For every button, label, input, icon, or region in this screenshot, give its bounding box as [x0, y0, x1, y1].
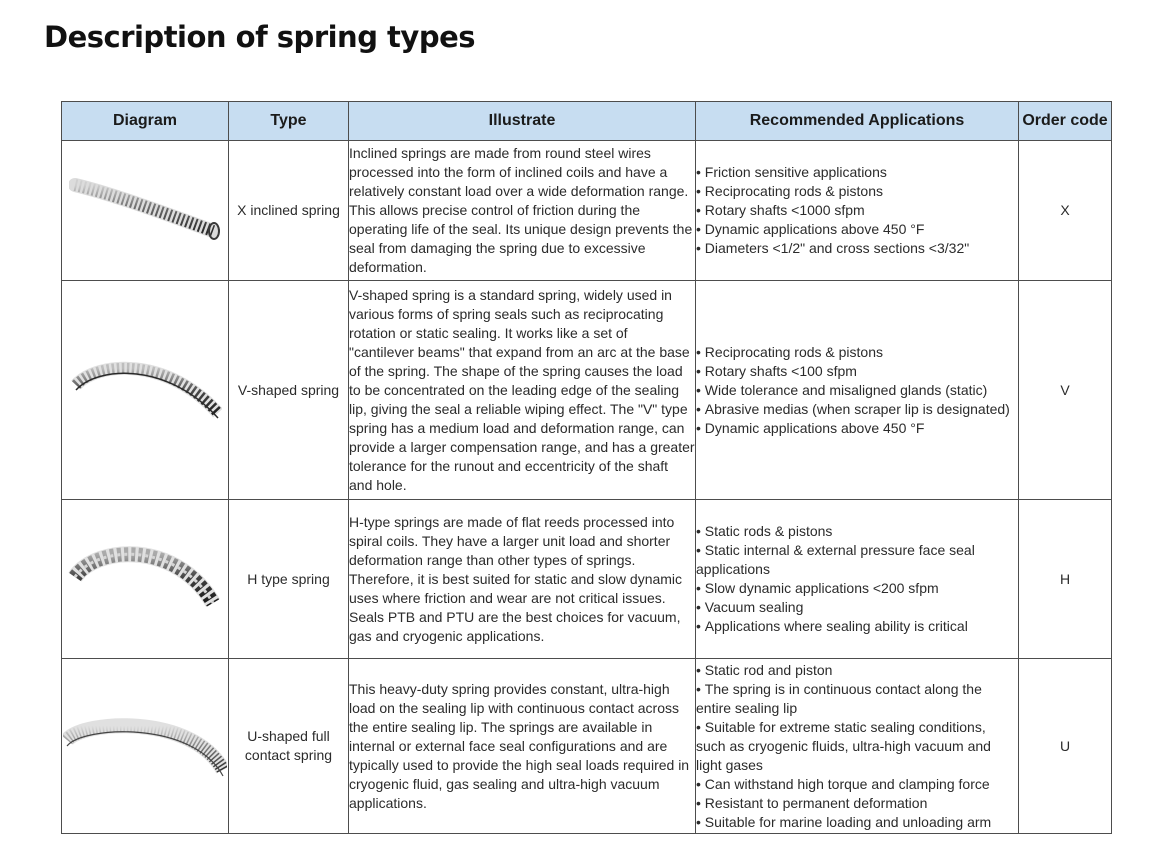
type-cell: X inclined spring	[229, 141, 349, 281]
list-item: • Static internal & external pressure face seal applications	[696, 541, 1018, 579]
table-row	[62, 659, 1112, 834]
list-item: • Reciprocating rods & pistons	[696, 182, 1018, 201]
header-diagram: Diagram	[62, 102, 229, 141]
header-order-code: Order code	[1019, 102, 1112, 141]
list-item: • Diameters <1/2" and cross sections <3/32"	[696, 239, 1018, 258]
type-cell: H type spring	[229, 500, 349, 659]
diagram-cell	[62, 141, 229, 281]
applications-list	[696, 343, 1018, 438]
illustrate-cell: Inclined springs are made from round steel wires processed into the form of inclined coils and have a relatively constant load over a wide deformation range. This allows precise control of friction during the operating life of the seal. Its unique design prevents the seal from damaging the spring due to excessive deformation.	[349, 141, 696, 281]
applications-cell	[696, 281, 1019, 500]
list-item: • Friction sensitive applications	[696, 163, 1018, 182]
header-applications: Recommended Applications	[696, 102, 1019, 141]
list-item: • Vacuum sealing	[696, 598, 1018, 617]
page-title: Description of spring types	[44, 20, 476, 54]
type-cell: V-shaped spring	[229, 281, 349, 500]
illustrate-cell: V-shaped spring is a standard spring, widely used in various forms of spring seals such as reciprocating rotation or static sealing. It works like a set of "cantilever beams" that expand from an arc at the base of the spring. The shape of the spring causes the load to be concentrated on the leading edge of the sealing lip, giving the seal a reliable wiping effect. The "V" type spring has a medium load and deformation range, can provide a larger compensation range, and has a greater tolerance for the runout and eccentricity of the shaft and hole.	[349, 281, 696, 500]
list-item: • Rotary shafts <100 sfpm	[696, 362, 1018, 381]
list-item: • Dynamic applications above 450 °F	[696, 220, 1018, 239]
applications-cell	[696, 141, 1019, 281]
order-code-cell: U	[1019, 659, 1112, 834]
diagram-cell	[62, 659, 229, 834]
list-item: • Applications where sealing ability is critical	[696, 617, 1018, 636]
list-item: • Can withstand high torque and clamping force	[696, 775, 1018, 794]
header-type: Type	[229, 102, 349, 141]
illustrate-cell: This heavy-duty spring provides constant, ultra-high load on the sealing lip with continuous contact across the entire sealing lip. The springs are available in internal or external face seal configurations and are typically used to provide the high seal loads required in cryogenic fluid, gas sealing and ultra-high vacuum applications.	[349, 659, 696, 834]
table-header-row	[62, 102, 1112, 141]
diagram-cell	[62, 500, 229, 659]
list-item: • Static rod and piston	[696, 661, 1018, 680]
list-item: • Static rods & pistons	[696, 522, 1018, 541]
order-code-cell: V	[1019, 281, 1112, 500]
applications-list	[696, 661, 1018, 832]
type-cell: U-shaped full contact spring	[229, 659, 349, 834]
order-code-cell: H	[1019, 500, 1112, 659]
v-shaped-spring-icon	[68, 355, 222, 425]
list-item: • Rotary shafts <1000 sfpm	[696, 201, 1018, 220]
list-item: • Suitable for extreme static sealing conditions, such as cryogenic fluids, ultra-high vacuum and light gases	[696, 718, 1018, 775]
applications-list	[696, 522, 1018, 636]
list-item: • The spring is in continuous contact along the entire sealing lip	[696, 680, 1018, 718]
order-code-cell: X	[1019, 141, 1112, 281]
header-illustrate: Illustrate	[349, 102, 696, 141]
table-row	[62, 141, 1112, 281]
inclined-coil-spring-icon	[69, 175, 221, 247]
list-item: • Reciprocating rods & pistons	[696, 343, 1018, 362]
list-item: • Dynamic applications above 450 °F	[696, 419, 1018, 438]
table-row	[62, 281, 1112, 500]
list-item: • Abrasive medias (when scraper lip is designated)	[696, 400, 1018, 419]
applications-cell	[696, 500, 1019, 659]
h-type-spring-icon	[67, 541, 223, 617]
u-shaped-spring-icon	[63, 714, 227, 778]
list-item: • Suitable for marine loading and unloading arm	[696, 813, 1018, 832]
spring-types-table	[61, 101, 1112, 834]
list-item: • Wide tolerance and misaligned glands (static)	[696, 381, 1018, 400]
illustrate-cell: H-type springs are made of flat reeds processed into spiral coils. They have a larger unit load and shorter deformation range than other types of springs. Therefore, it is best suited for static and slow dynamic uses where friction and wear are not critical issues. Seals PTB and PTU are the best choices for vacuum, gas and cryogenic applications.	[349, 500, 696, 659]
list-item: • Slow dynamic applications <200 sfpm	[696, 579, 1018, 598]
applications-list	[696, 163, 1018, 258]
table-row	[62, 500, 1112, 659]
diagram-cell	[62, 281, 229, 500]
applications-cell	[696, 659, 1019, 834]
list-item: • Resistant to permanent deformation	[696, 794, 1018, 813]
